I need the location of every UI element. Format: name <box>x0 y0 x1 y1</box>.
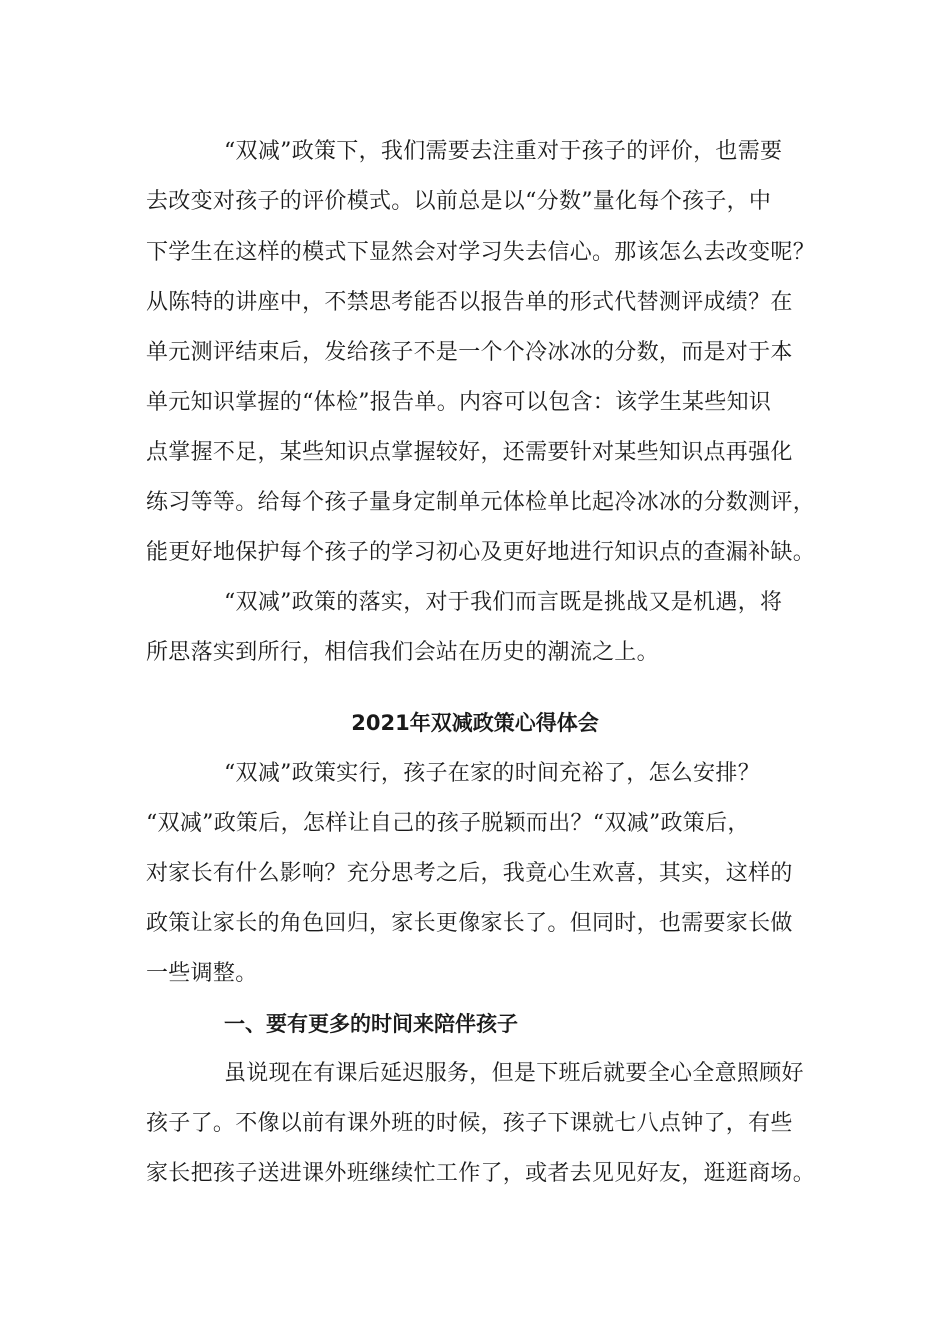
paragraph-line: “双减”政策后，怎样让自己的孩子脱颖而出？“双减”政策后， <box>146 811 750 836</box>
paragraph-line: 一些调整。 <box>146 961 258 986</box>
paragraph-line: 能更好地保护每个孩子的学习初心及更好地进行知识点的查漏补缺。 <box>146 540 816 565</box>
paragraph-line: 虽说现在有课后延迟服务，但是下班后就要全心全意照顾好 <box>224 1061 804 1086</box>
paragraph-line: 家长把孩子送进课外班继续忙工作了，或者去见见好友，逛逛商场。 <box>146 1161 816 1186</box>
paragraph-line: “双减”政策实行，孩子在家的时间充裕了，怎么安排？ <box>224 761 760 786</box>
paragraph-line: 单元知识掌握的“体检”报告单。内容可以包含：该学生某些知识 <box>146 390 772 415</box>
paragraph-line: 政策让家长的角色回归，家长更像家长了。但同时，也需要家长做 <box>146 911 793 936</box>
section-heading: 一、要有更多的时间来陪伴孩子 <box>224 1012 518 1036</box>
paragraph-line: 练习等等。给每个孩子量身定制单元体检单比起冷冰冰的分数测评， <box>146 490 816 515</box>
paragraph-line: “双减”政策的落实，对于我们而言既是挑战又是机遇，将 <box>224 590 783 615</box>
paragraph-line: 对家长有什么影响？充分思考之后，我竟心生欢喜，其实，这样的 <box>146 861 793 886</box>
section-title: 2021年双减政策心得体会 <box>351 711 599 735</box>
paragraph-line: “双减”政策下，我们需要去注重对于孩子的评价，也需要 <box>224 139 783 164</box>
paragraph-line: 孩子了。不像以前有课外班的时候，孩子下课就七八点钟了，有些 <box>146 1111 793 1136</box>
paragraph-line: 点掌握不足，某些知识点掌握较好，还需要针对某些知识点再强化 <box>146 440 793 465</box>
paragraph-line: 从陈特的讲座中，不禁思考能否以报告单的形式代替测评成绩？在 <box>146 290 793 315</box>
paragraph-line: 所思落实到所行，相信我们会站在历史的潮流之上。 <box>146 640 659 665</box>
paragraph-line: 单元测评结束后，发给孩子不是一个个冷冰冰的分数，而是对于本 <box>146 340 793 365</box>
paragraph-line: 下学生在这样的模式下显然会对学习失去信心。那该怎么去改变呢？ <box>146 240 816 265</box>
paragraph-line: 去改变对孩子的评价模式。以前总是以“分数”量化每个孩子，中 <box>146 189 772 214</box>
